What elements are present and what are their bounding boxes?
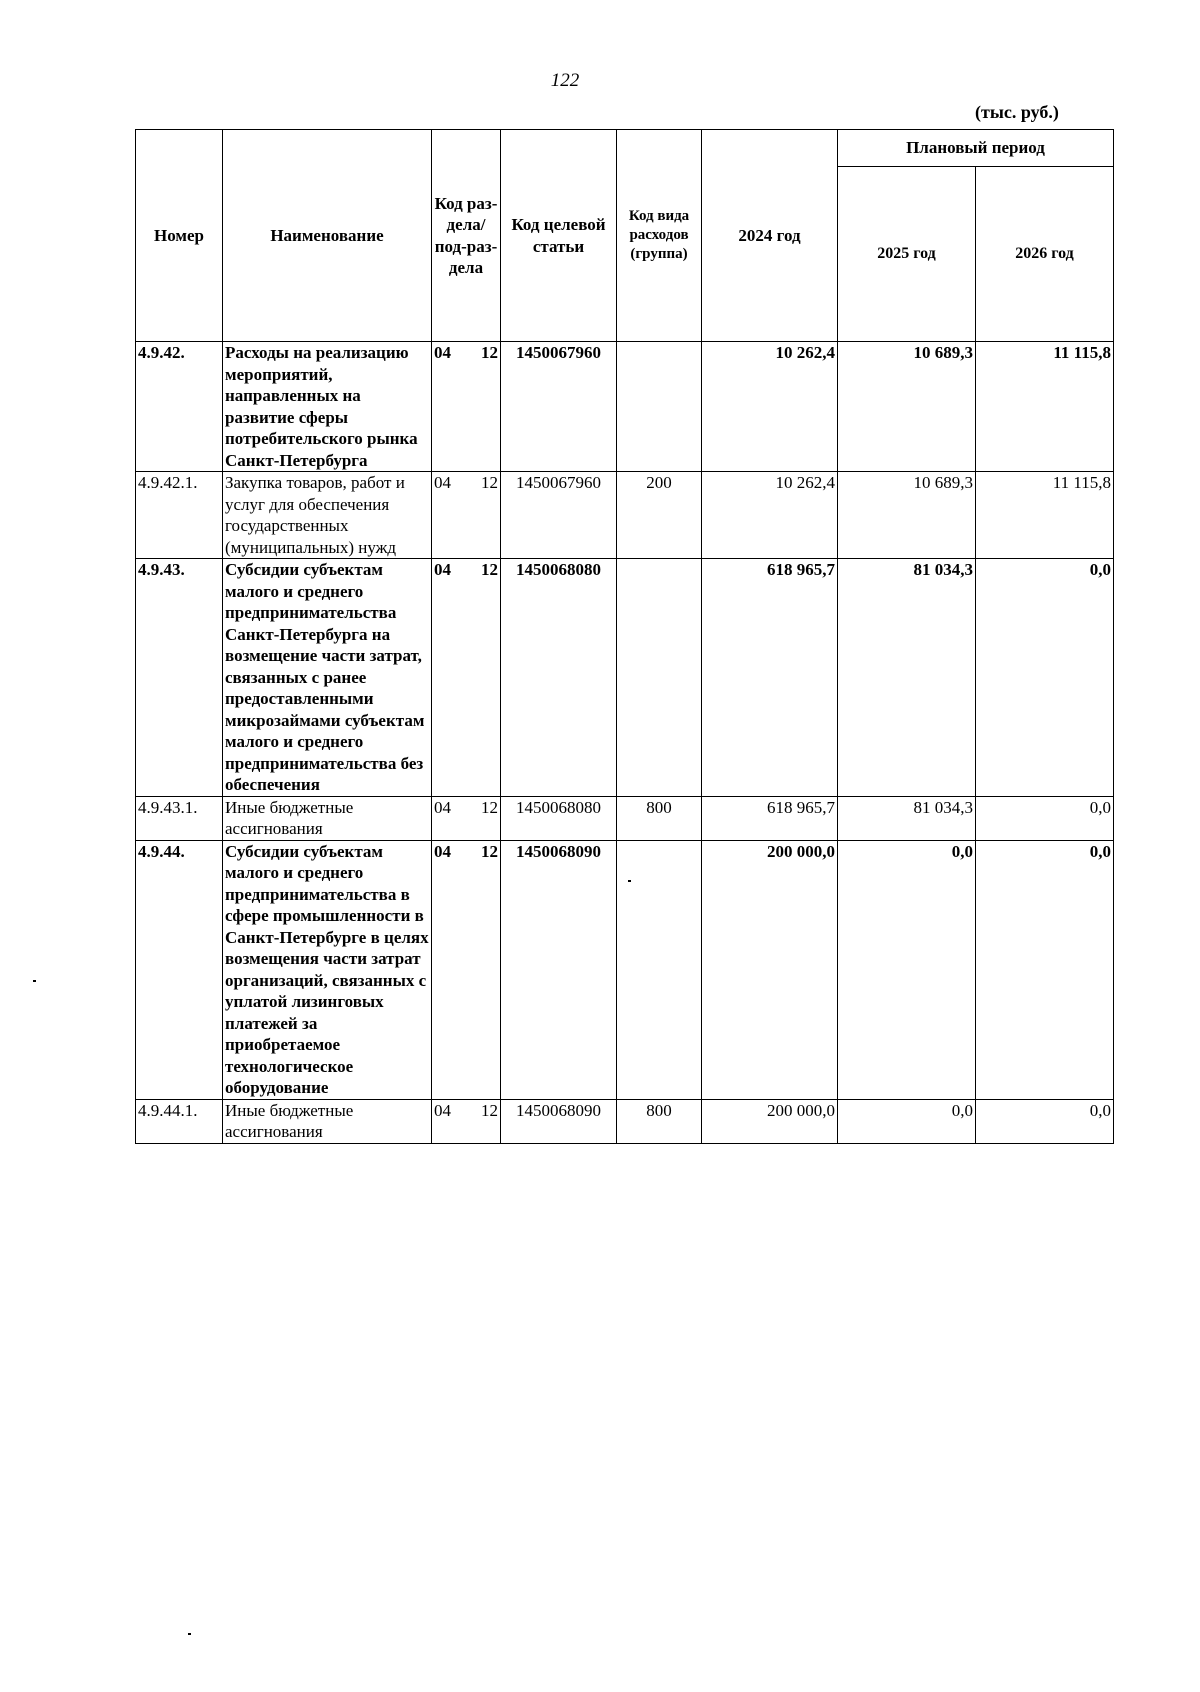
section-code: 04: [434, 560, 451, 579]
cell-year-2025: 81 034,3: [838, 796, 976, 840]
subsection-code: 12: [481, 560, 498, 579]
cell-year-2025: 10 689,3: [838, 342, 976, 472]
cell-year-2026: 0,0: [976, 559, 1114, 797]
subsection-code: 12: [481, 841, 498, 861]
cell-year-2025: 0,0: [838, 1099, 976, 1143]
cell-year-2024: 618 965,7: [702, 559, 838, 797]
cell-number: 4.9.43.: [136, 559, 223, 797]
cell-section-code: [432, 472, 501, 559]
section-code-pair: [434, 841, 498, 863]
header-number: Номер: [136, 130, 223, 342]
section-code: 04: [434, 473, 451, 492]
cell-target-code: 1450068080: [501, 796, 617, 840]
cell-name: Субсидии субъектам малого и среднего предпринимательства Санкт-Петербурга на возмещение части затрат, связанных с ранее предоставленными микрозаймами субъектам малого и среднего предпринимательства без обеспечения: [223, 559, 432, 797]
table-row: [136, 1099, 1114, 1143]
header-name: Наименование: [223, 130, 432, 342]
cell-name: Иные бюджетные ассигнования: [223, 1099, 432, 1143]
header-year-2026: 2026 год: [976, 167, 1114, 342]
cell-year-2024: 200 000,0: [702, 840, 838, 1099]
scan-speck: [628, 880, 631, 882]
cell-number: 4.9.44.1.: [136, 1099, 223, 1143]
cell-year-2024: 200 000,0: [702, 1099, 838, 1143]
cell-target-code: 1450067960: [501, 472, 617, 559]
section-code-pair: [434, 797, 498, 819]
subsection-code: 12: [481, 473, 498, 492]
cell-target-code: 1450068080: [501, 559, 617, 797]
scan-speck: [188, 1633, 191, 1635]
header-target-code: Код целевой статьи: [501, 130, 617, 342]
section-code: 04: [434, 1100, 451, 1120]
cell-year-2026: 11 115,8: [976, 342, 1114, 472]
cell-year-2025: 10 689,3: [838, 472, 976, 559]
page-number: 122: [550, 70, 580, 91]
cell-number: 4.9.42.: [136, 342, 223, 472]
cell-section-code: [432, 559, 501, 797]
cell-expense-type: 800: [617, 796, 702, 840]
header-expense-type-code: Код вида расходов (группа): [617, 130, 702, 342]
cell-section-code: [432, 840, 501, 1099]
section-code-pair: [434, 342, 498, 364]
cell-year-2025: 0,0: [838, 840, 976, 1099]
units-label: (тыс. руб.): [975, 102, 1059, 122]
scan-speck: [33, 980, 36, 982]
cell-number: 4.9.42.1.: [136, 472, 223, 559]
cell-expense-type: [617, 342, 702, 472]
section-code-pair: [434, 559, 498, 581]
cell-expense-type: 200: [617, 472, 702, 559]
cell-year-2026: 0,0: [976, 796, 1114, 840]
section-code: 04: [434, 343, 451, 362]
cell-number: 4.9.43.1.: [136, 796, 223, 840]
cell-expense-type: 800: [617, 1099, 702, 1143]
cell-target-code: 1450068090: [501, 840, 617, 1099]
header-year-2025: 2025 год: [838, 167, 976, 342]
subsection-code: 12: [481, 797, 498, 817]
table-row: [136, 840, 1114, 1099]
table-row: [136, 472, 1114, 559]
subsection-code: 12: [481, 1100, 498, 1120]
section-code: 04: [434, 841, 451, 861]
section-code-pair: [434, 472, 498, 494]
section-code: 04: [434, 797, 451, 817]
cell-name: Субсидии субъектам малого и среднего предпринимательства в сфере промышленности в Санкт-Петербурге в целях возмещения части затрат организаций, связанных с уплатой лизинговых платежей за приобретаемое технологическое оборудование: [223, 840, 432, 1099]
budget-table: [135, 129, 1114, 1144]
cell-year-2024: 10 262,4: [702, 472, 838, 559]
cell-year-2024: 618 965,7: [702, 796, 838, 840]
cell-name: Расходы на реализацию мероприятий, направленных на развитие сферы потребительского рынка Санкт-Петербурга: [223, 342, 432, 472]
section-code-pair: [434, 1100, 498, 1122]
header-year-2024: 2024 год: [702, 130, 838, 342]
cell-year-2025: 81 034,3: [838, 559, 976, 797]
cell-name: Закупка товаров, работ и услуг для обеспечения государственных (муниципальных) нужд: [223, 472, 432, 559]
subsection-code: 12: [481, 343, 498, 362]
cell-number: 4.9.44.: [136, 840, 223, 1099]
cell-expense-type: [617, 559, 702, 797]
cell-target-code: 1450067960: [501, 342, 617, 472]
cell-year-2026: 11 115,8: [976, 472, 1114, 559]
cell-year-2026: 0,0: [976, 840, 1114, 1099]
table-body: [136, 342, 1114, 1144]
header-planned-period: Плановый период: [838, 130, 1114, 167]
table-row: [136, 796, 1114, 840]
header-section-code: Код раз-дела/ под-раз-дела: [432, 130, 501, 342]
cell-target-code: 1450068090: [501, 1099, 617, 1143]
cell-year-2024: 10 262,4: [702, 342, 838, 472]
table-row: [136, 559, 1114, 797]
table-header: [136, 130, 1114, 342]
cell-section-code: [432, 796, 501, 840]
cell-year-2026: 0,0: [976, 1099, 1114, 1143]
cell-expense-type: [617, 840, 702, 1099]
cell-section-code: [432, 342, 501, 472]
cell-name: Иные бюджетные ассигнования: [223, 796, 432, 840]
table-row: [136, 342, 1114, 472]
cell-section-code: [432, 1099, 501, 1143]
